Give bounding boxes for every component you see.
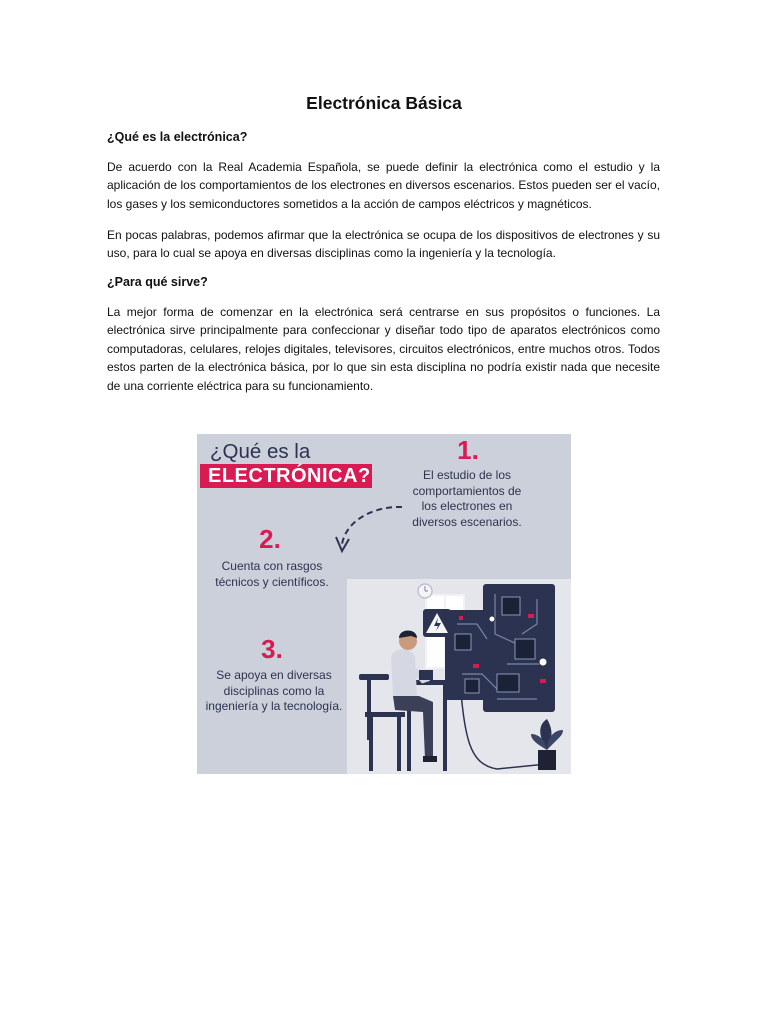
document-title: Electrónica Básica bbox=[306, 93, 462, 113]
point-2-line: técnicos y científicos. bbox=[215, 574, 329, 589]
section-heading-what-is: ¿Qué es la electrónica? bbox=[107, 130, 248, 144]
paragraph-purpose: La mejor forma de comenzar en la electrónica será centrarse en sus propósitos o funciones. La electrónica sirve principalmente para confeccionar y diseñar todo tipo de aparatos electrónicos como computadoras, celulares, relojes digitales, televisores, circuitos electrónicos, entre muchos otros. Todos estos parten de la electrónica básica, por lo que sin esta disciplina no podría existir nada que necesite de una corriente eléctrica para su funcionamiento. bbox=[107, 305, 660, 393]
infographic-question: ¿Qué es la bbox=[210, 440, 311, 463]
point-1-text bbox=[392, 468, 542, 530]
point-2-line: Cuenta con rasgos bbox=[221, 559, 323, 573]
point-2-number: 2. bbox=[259, 524, 281, 554]
paragraph-definition: De acuerdo con la Real Academia Española, se puede definir la electrónica como el estudio y la aplicación de los comportamientos de los electrones en diversos escenarios. Estos pueden ser el vacío, los gases y los semiconductores sometidos a la acción de campos eléctricos y magnéticos. bbox=[107, 160, 660, 211]
point-1-number: 1. bbox=[457, 435, 479, 465]
electronics-infographic bbox=[197, 434, 571, 774]
point-3-line: Se apoya en diversas bbox=[216, 668, 332, 682]
section-heading-purpose: ¿Para qué sirve? bbox=[107, 275, 208, 289]
point-1-line: los electrones en bbox=[421, 499, 513, 513]
point-3-number: 3. bbox=[261, 634, 283, 664]
point-1-line: comportamientos de bbox=[412, 483, 522, 498]
point-2-text bbox=[202, 559, 342, 590]
paragraph-summary: En pocas palabras, podemos afirmar que la electrónica se ocupa de los dispositivos de electrones y su uso, para lo cual se apoya en diversas disciplinas como la ingeniería y la tecnología. bbox=[107, 228, 660, 261]
point-1-line: diversos escenarios. bbox=[412, 514, 522, 529]
point-3-text bbox=[199, 668, 349, 715]
infographic-banner-text: ELECTRÓNICA? bbox=[208, 465, 371, 487]
point-1-line: El estudio de los bbox=[422, 468, 512, 482]
point-3-line: ingeniería y la tecnología. bbox=[205, 699, 343, 713]
point-3-line: disciplinas como la bbox=[223, 683, 325, 698]
